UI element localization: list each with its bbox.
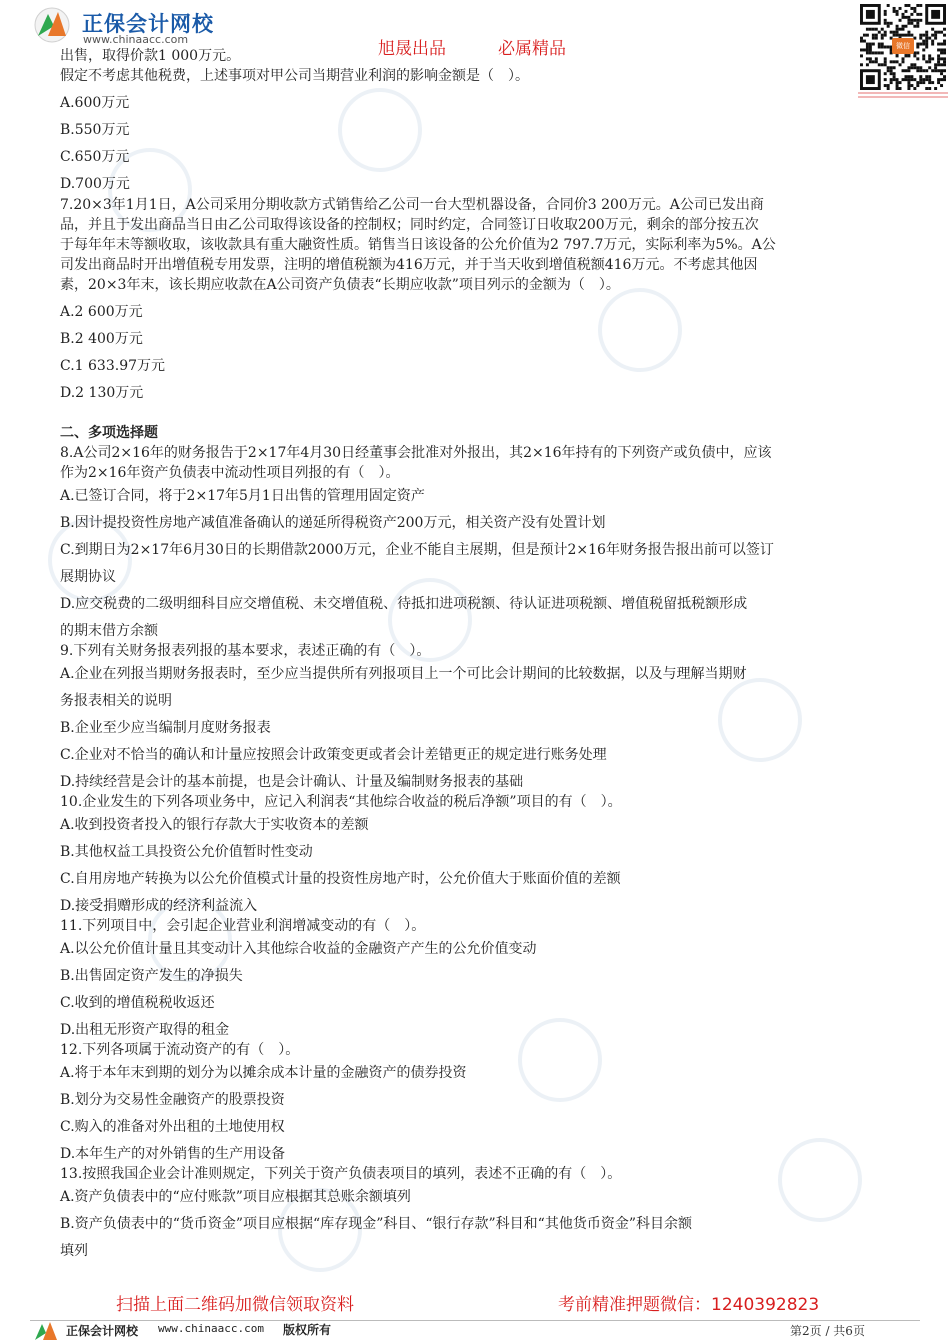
option-c: C.650万元 <box>60 149 130 165</box>
option-c: C.1 633.97万元 <box>60 358 166 374</box>
option-d-cont: 的期末借方余额 <box>60 623 158 639</box>
q8-stem-line: 8.A公司2×16年的财务报告于2×17年4月30日经董事会批准对外报出，其2×16年持有的下列资产或负债中，应该 <box>60 445 772 461</box>
option-a: A.企业在列报当期财务报表时，至少应当提供所有列报项目上一个可比会计期间的比较数据，以及与理解当期财 <box>60 666 747 682</box>
logo-icon <box>32 6 72 44</box>
question-content <box>60 47 892 1260</box>
q7-stem-line: 司发出商品时开出增值税专用发票，注明的增值税额为416万元，并于当天收到增值税额416万元。不考虑其他因 <box>60 257 758 273</box>
option-b: B.其他权益工具投资公允价值暂时性变动 <box>60 844 313 860</box>
option-c: C.自用房地产转换为以公允价值模式计量的投资性房地产时，公允价值大于账面价值的差额 <box>60 871 621 887</box>
option-a: A.以公允价值计量且其变动计入其他综合收益的金融资产产生的公允价值变动 <box>60 941 537 957</box>
option-a: A.600万元 <box>60 95 130 111</box>
option-a-cont: 务报表相关的说明 <box>60 693 172 709</box>
q7-stem-line: 品，并且于发出商品当日由乙公司取得该设备的控制权；同时约定，合同签订日收取200万元，剩余的部分按五次 <box>60 217 759 233</box>
q7-stem-line: 素，20×3年末，该长期应收款在A公司资产负债表“长期应收款”项目列示的金额为（ ）。 <box>60 277 620 293</box>
footer-scan-text: 扫描上面二维码加微信领取资料 <box>116 1295 354 1315</box>
option-a: A.2 600万元 <box>60 304 143 320</box>
q10-stem: 10.企业发生的下列各项业务中，应记入利润表“其他综合收益的税后净额”项目的有（ ）。 <box>60 794 622 810</box>
qr-center-badge <box>892 38 914 54</box>
q9-stem: 9.下列有关财务报表列报的基本要求，表述正确的有（ ）。 <box>60 643 431 659</box>
q7-stem-line: 7.20×3年1月1日，A公司采用分期收款方式销售给乙公司一台大型机器设备，合同价3 200万元。A公司已发出商 <box>60 197 764 213</box>
q12-stem: 12.下列各项属于流动资产的有（ ）。 <box>60 1042 300 1058</box>
q11-stem: 11.下列项目中，会引起企业营业利润增减变动的有（ ）。 <box>60 918 426 934</box>
option-b: B.企业至少应当编制月度财务报表 <box>60 720 271 736</box>
option-a: A.资产负债表中的“应付账款”项目应根据其总账余额填列 <box>60 1189 411 1205</box>
option-d: D.本年生产的对外销售的生产用设备 <box>60 1146 286 1162</box>
option-d: D.接受捐赠形成的经济利益流入 <box>60 898 258 914</box>
option-c: C.到期日为2×17年6月30日的长期借款2000万元，企业不能自主展期，但是预计2×16年财务报告报出前可以签订 <box>60 542 774 558</box>
footer-brand: 正保会计网校 <box>66 1324 139 1338</box>
logo[interactable] <box>32 6 214 46</box>
footer-divider <box>30 1320 920 1321</box>
option-b: B.出售固定资产发生的净损失 <box>60 968 243 984</box>
footer-logo-icon <box>33 1318 61 1342</box>
q6-stem-question: 假定不考虑其他税费，上述事项对甲公司当期营业利润的影响金额是（ ）。 <box>60 68 529 84</box>
option-b-cont: 填列 <box>60 1243 88 1259</box>
option-b: B.2 400万元 <box>60 331 143 347</box>
section-title: 二、多项选择题 <box>60 425 158 441</box>
footer-rights: 版权所有 <box>283 1323 332 1337</box>
option-a: A.将于本年末到期的划分为以摊余成本计量的金融资产的债券投资 <box>60 1065 467 1081</box>
option-c: C.企业对不恰当的确认和计量应按照会计政策变更或者会计差错更正的规定进行账务处理 <box>60 747 607 763</box>
slogan-right: 必属精品 <box>498 39 566 59</box>
page-number: 第2页 / 共6页 <box>790 1324 865 1338</box>
option-d: D.2 130万元 <box>60 385 144 401</box>
option-a: A.已签订合同，将于2×17年5月1日出售的管理用固定资产 <box>60 488 425 504</box>
q8-stem-line: 作为2×16年资产负债表中流动性项目列报的有（ ）。 <box>60 465 400 481</box>
logo-name: 正保会计网校 <box>82 12 214 36</box>
logo-url: www.chinaacc.com <box>83 33 189 46</box>
option-d: D.持续经营是会计的基本前提，也是会计确认、计量及编制财务报表的基础 <box>60 774 524 790</box>
option-d: D.700万元 <box>60 176 130 192</box>
footer-url[interactable]: www.chinaacc.com <box>158 1322 264 1335</box>
q6-stem-tail: 出售，取得价款1 000万元。 <box>60 48 241 64</box>
option-b: B.550万元 <box>60 122 130 138</box>
q7-stem-line: 于每年年末等额收取，该收款具有重大融资性质。销售当日该设备的公允价值为2 797.7万元，实际利率为5%。A公 <box>60 237 776 253</box>
option-d: D.应交税费的二级明细科目应交增值税、未交增值税、待抵扣进项税额、待认证进项税额、增值税留抵税额形成 <box>60 596 748 612</box>
option-a: A.收到投资者投入的银行存款大于实收资本的差额 <box>60 817 369 833</box>
footer-wechat-text: 考前精准押题微信：1240392823 <box>558 1295 820 1315</box>
qr-center-text: 微信 <box>896 42 910 50</box>
option-b: B.资产负债表中的“货币资金”项目应根据“库存现金”科目、“银行存款”科目和“其他货币资金”科目余额 <box>60 1216 692 1232</box>
option-d: D.出租无形资产取得的租金 <box>60 1022 230 1038</box>
option-b: B.因计提投资性房地产减值准备确认的递延所得税资产200万元，相关资产没有处置计划 <box>60 515 606 531</box>
q13-stem: 13.按照我国企业会计准则规定，下列关于资产负债表项目的填列，表述不正确的有（ ）。 <box>60 1166 622 1182</box>
option-c-cont: 展期协议 <box>60 569 116 585</box>
option-c: C.购入的准备对外出租的土地使用权 <box>60 1119 285 1135</box>
option-b: B.划分为交易性金融资产的股票投资 <box>60 1092 285 1108</box>
option-c: C.收到的增值税税收返还 <box>60 995 215 1011</box>
slogan-left: 旭晟出品 <box>378 39 446 59</box>
